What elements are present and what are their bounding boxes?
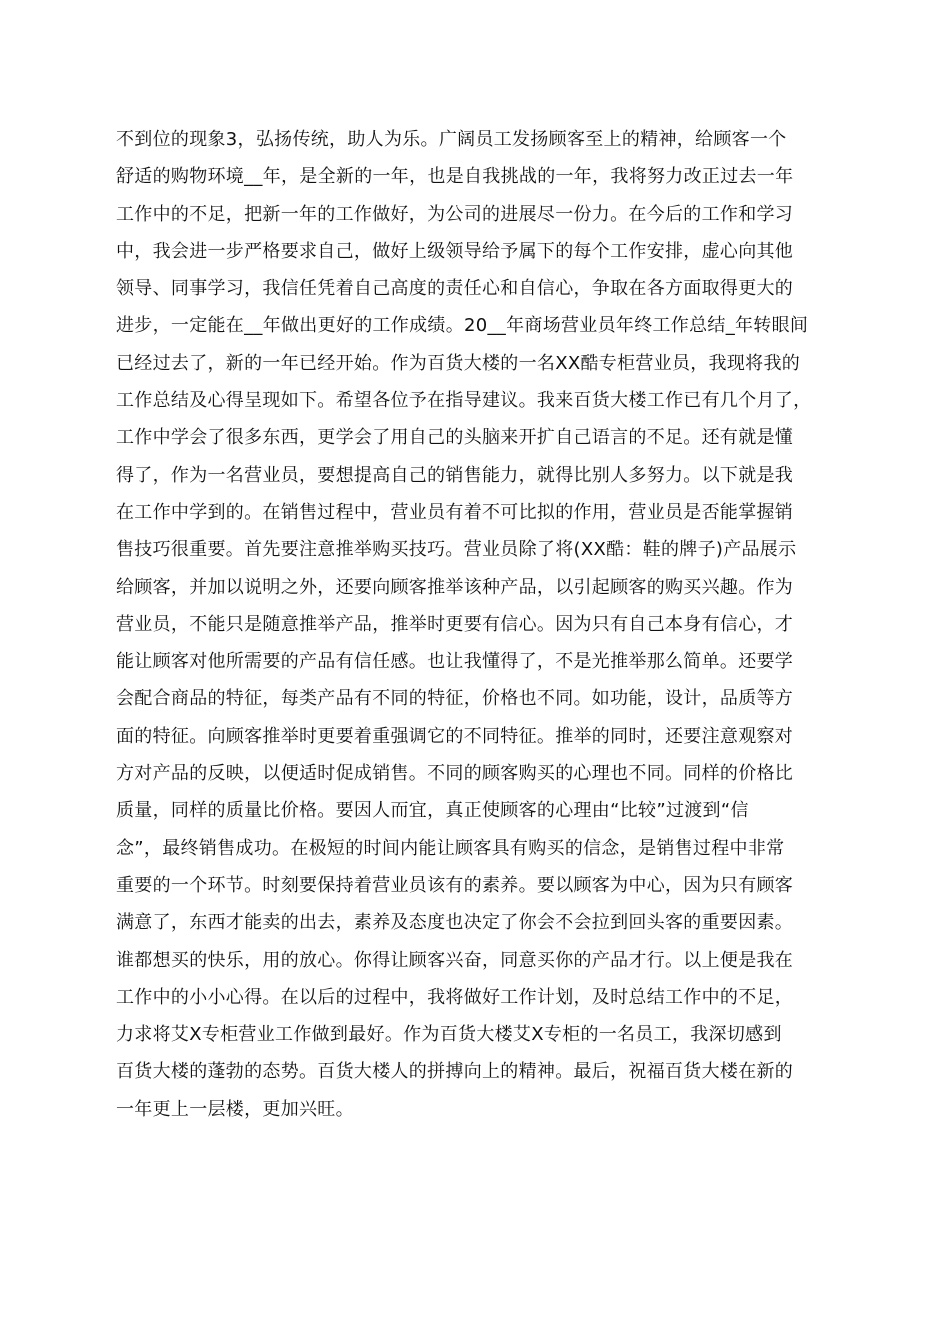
text-line: 进步，一定能在__年做出更好的工作成绩。20__年商场营业员年终工作总结_年转眼间 [116,315,809,337]
text-line: 念”，最终销售成功。在极短的时间内能让顾客具有购买的信念，是销售过程中非常 [116,837,785,859]
text-line: 营业员，不能只是随意推举产品，推举时更要有信心。因为只有自己本身有信心，才 [116,613,794,635]
text-line: 工作中的不足，把新一年的工作做好，为公司的进展尽一份力。在今后的工作和学习 [116,203,794,225]
text-line: 不到位的现象3，弘扬传统，助人为乐。广阔员工发扬顾客至上的精神，给顾客一个 [116,129,787,150]
text-line: 重要的一个环节。时刻要保持着营业员该有的素养。要以顾客为中心，因为只有顾客 [116,874,794,896]
text-line: 售技巧很重要。首先要注意推举购买技巧。营业员除了将(XX酷：鞋的牌子)产品展示 [116,539,797,561]
text-line: 已经过去了，新的一年已经开始。作为百货大楼的一名XX酷专柜营业员，我现将我的 [116,352,801,374]
body-text [116,121,838,1128]
text-line: 工作总结及心得呈现如下。希望各位予在指导建议。我来百货大楼工作已有几个月了， [116,390,812,412]
text-line: 能让顾客对他所需要的产品有信任感。也让我懂得了，不是光推举那么简单。还要学 [116,651,794,673]
text-line: 会配合商品的特征，每类产品有不同的特征，价格也不同。如功能，设计，品质等方 [116,688,794,710]
text-line: 舒适的购物环境__年，是全新的一年，也是自我挑战的一年，我将努力改正过去一年 [116,166,794,188]
text-line: 方对产品的反映，以便适时促成销售。不同的顾客购买的心理也不同。同样的价格比 [116,763,794,785]
text-line: 在工作中学到的。在销售过程中，营业员有着不可比拟的作用，营业员是否能掌握销 [116,501,794,523]
text-line: 给顾客，并加以说明之外，还要向顾客推举该种产品，以引起顾客的购买兴趣。作为 [116,576,794,598]
text-line: 质量，同样的质量比价格。要因人而宜，真正使顾客的心理由“比较”过渡到“信 [116,800,749,822]
text-line: 领导、同事学习，我信任凭着自己高度的责任心和自信心，争取在各方面取得更大的 [116,278,794,300]
text-line: 百货大楼的蓬勃的态势。百货大楼人的拼搏向上的精神。最后，祝福百货大楼在新的 [116,1061,794,1083]
text-line: 满意了，东西才能卖的出去，素养及态度也决定了你会不会拉到回头客的重要因素。 [116,912,794,934]
text-line: 谁都想买的快乐，用的放心。你得让顾客兴奋，同意买你的产品才行。以上便是我在 [116,949,794,971]
text-line: 一年更上一层楼，更加兴旺。 [116,1098,354,1120]
text-line: 工作中学会了很多东西，更学会了用自己的头脑来开扩自己语言的不足。还有就是懂 [116,427,794,449]
text-line: 力求将艾X专柜营业工作做到最好。作为百货大楼艾X专柜的一名员工，我深切感到 [116,1024,782,1046]
text-line: 中，我会进一步严格要求自己，做好上级领导给予属下的每个工作安排，虚心向其他 [116,240,794,262]
text-line: 工作中的小小心得。在以后的过程中，我将做好工作计划，及时总结工作中的不足， [116,986,794,1008]
text-line: 得了，作为一名营业员，要想提高自己的销售能力，就得比别人多努力。以下就是我 [116,464,794,486]
text-line: 面的特征。向顾客推举时更要着重强调它的不同特征。推举的同时，还要注意观察对 [116,725,794,747]
